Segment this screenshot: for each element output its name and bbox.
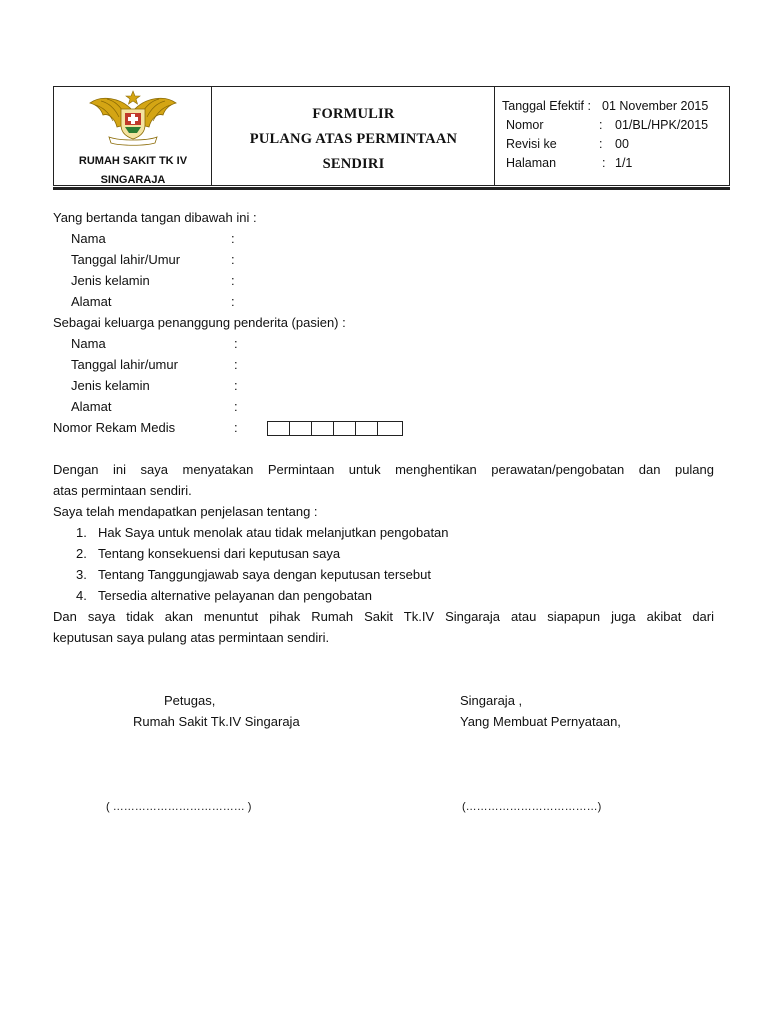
medical-record-colon: : <box>234 420 238 435</box>
family-birthdate-label: Tanggal lahir/umur <box>71 357 178 372</box>
signature-right-place: Singaraja , <box>460 693 523 708</box>
medical-record-number-boxes[interactable] <box>267 421 403 436</box>
signature-right-title: Yang Membuat Pernyataan, <box>460 714 621 729</box>
explained-item-text: Tentang konsekuensi dari keputusan saya <box>98 546 341 561</box>
meta-page-label: Halaman <box>506 156 557 170</box>
patient-gender-label: Jenis kelamin <box>71 273 150 288</box>
medical-record-digit-box[interactable] <box>290 422 312 435</box>
explained-item-number: 1. <box>76 525 87 540</box>
medical-record-label: Nomor Rekam Medis <box>53 420 176 435</box>
meta-page-sep: : <box>602 156 606 170</box>
hospital-emblem-icon <box>87 89 179 147</box>
patient-address-label: Alamat <box>71 294 112 309</box>
patient-address-colon: : <box>231 294 235 309</box>
form-title-line1: FORMULIR <box>312 106 395 122</box>
explained-item-text: Tentang Tanggungjawab saya dengan keputusan tersebut <box>98 567 431 582</box>
medical-record-digit-box[interactable] <box>378 422 402 435</box>
medical-record-digit-box[interactable] <box>268 422 290 435</box>
signature-left-title: Petugas, <box>164 693 216 708</box>
family-gender-colon: : <box>234 378 238 393</box>
form-title-line2: PULANG ATAS PERMINTAAN <box>249 131 458 147</box>
form-title-line3: SENDIRI <box>322 156 385 172</box>
intro-text: Yang bertanda tangan dibawah ini : <box>53 210 257 225</box>
explained-item-text: Hak Saya untuk menolak atau tidak melanjutkan pengobatan <box>98 525 449 540</box>
family-gender-label: Jenis kelamin <box>71 378 150 393</box>
family-address-colon: : <box>234 399 238 414</box>
statement-line1: Dengan ini saya menyatakan Permintaan untuk menghentikan perawatan/pengobatan dan pulang <box>53 462 714 477</box>
form-title <box>212 102 495 177</box>
hospital-name-line1: RUMAH SAKIT TK IV <box>78 155 188 167</box>
explained-item-number: 3. <box>76 567 87 582</box>
header-bottom-rule <box>53 187 730 190</box>
form-header-table <box>53 86 730 186</box>
patient-birthdate-colon: : <box>231 252 235 267</box>
signature-left-institution: Rumah Sakit Tk.IV Singaraja <box>133 714 300 729</box>
meta-number-value: 01/BL/HPK/2015 <box>615 118 709 132</box>
explained-item-number: 2. <box>76 546 87 561</box>
explained-item-text: Tersedia alternative pelayanan dan pengobatan <box>98 588 372 603</box>
meta-effective-date-label: Tanggal Efektif : <box>502 99 591 113</box>
meta-number-label: Nomor <box>506 118 544 132</box>
family-name-label: Nama <box>71 336 106 351</box>
meta-revision-value: 00 <box>615 137 629 151</box>
meta-effective-date-value: 01 November 2015 <box>602 99 709 113</box>
signature-left-blank[interactable]: ( ……………………………… ) <box>106 801 252 813</box>
medical-record-digit-box[interactable] <box>312 422 334 435</box>
meta-revision-label: Revisi ke <box>506 137 557 151</box>
family-birthdate-colon: : <box>234 357 238 372</box>
meta-number-sep: : <box>599 118 603 132</box>
patient-name-label: Nama <box>71 231 106 246</box>
closing-line2: keputusan saya pulang atas permintaan sendiri. <box>53 630 330 645</box>
medical-record-digit-box[interactable] <box>334 422 356 435</box>
patient-birthdate-label: Tanggal lahir/Umur <box>71 252 181 267</box>
family-address-label: Alamat <box>71 399 112 414</box>
meta-revision-sep: : <box>599 137 603 151</box>
closing-line1: Dan saya tidak akan menuntut pihak Rumah Sakit Tk.IV Singaraja atau siapapun juga akibat dari <box>53 609 714 624</box>
meta-page-value: 1/1 <box>615 156 633 170</box>
family-intro-text: Sebagai keluarga penanggung penderita (pasien) : <box>53 315 346 330</box>
explained-item-number: 4. <box>76 588 87 603</box>
hospital-name-line2: SINGARAJA <box>100 174 166 186</box>
medical-record-digit-box[interactable] <box>356 422 378 435</box>
patient-gender-colon: : <box>231 273 235 288</box>
hospital-name <box>54 152 212 190</box>
signature-right-blank[interactable]: (………………………………) <box>462 801 602 813</box>
explained-intro: Saya telah mendapatkan penjelasan tentang : <box>53 504 318 519</box>
family-name-colon: : <box>234 336 238 351</box>
statement-line2: atas permintaan sendiri. <box>53 483 192 498</box>
patient-name-colon: : <box>231 231 235 246</box>
